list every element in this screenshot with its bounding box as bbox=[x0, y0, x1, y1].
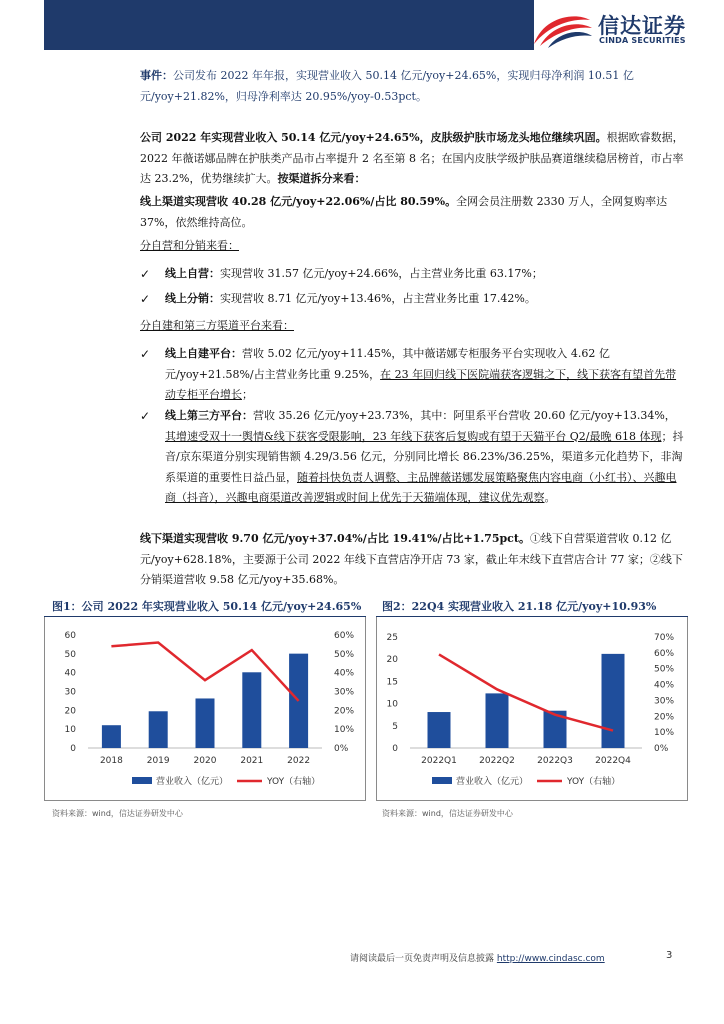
subheading-self-vs-third: 分自建和第三方渠道平台来看： bbox=[140, 319, 294, 332]
bar-2019 bbox=[149, 711, 168, 748]
y2-tick-label: 60% bbox=[654, 648, 675, 659]
x-tick-label: 2019 bbox=[146, 756, 170, 766]
cinda-logo-icon bbox=[530, 10, 594, 50]
third-platform-underline2: 随着抖快负责人调整、主品牌薇诺娜发展策略聚焦内容电商（小红书）、兴趣电商（抖音），兴趣电商渠道改善逻辑或时间上优先于天猫端体现，建议优先观察 bbox=[165, 470, 677, 504]
y-tick-label: 0 bbox=[392, 744, 398, 754]
list-item-self-platform bbox=[140, 344, 684, 406]
x-tick-label: 2022Q2 bbox=[479, 756, 515, 766]
revenue-paragraph bbox=[140, 128, 684, 190]
online-channel-headline: 线上渠道实现营收 40.28 亿元/yoy+22.06%/占比 80.59%。 bbox=[140, 195, 457, 208]
y-tick-label: 5 bbox=[392, 721, 398, 732]
y-tick-label: 25 bbox=[386, 633, 398, 643]
online-self-text: 实现营收 31.57 亿元/yoy+24.66%，占主营业务比重 63.17%； bbox=[220, 267, 543, 280]
yoy-line bbox=[439, 654, 613, 730]
y-tick-label: 20 bbox=[64, 706, 76, 717]
y2-tick-label: 30% bbox=[334, 687, 355, 698]
list-item-online-dist bbox=[140, 289, 684, 310]
online-self-label: 线上自营： bbox=[165, 267, 220, 280]
checkmark-icon: ✓ bbox=[140, 409, 151, 423]
x-tick-label: 2021 bbox=[240, 756, 264, 766]
bar-2022Q4 bbox=[602, 654, 625, 748]
figure1-chart bbox=[44, 617, 366, 801]
figure2-title: 图2：22Q4 实现营业收入 21.18 亿元/yoy+10.93% bbox=[382, 600, 657, 613]
online-dist-label: 线上分销： bbox=[165, 292, 220, 305]
y2-tick-label: 30% bbox=[654, 696, 675, 707]
y2-tick-label: 50% bbox=[334, 649, 355, 660]
y2-tick-label: 10% bbox=[334, 725, 355, 736]
y2-tick-label: 0% bbox=[654, 744, 669, 754]
self-platform-underline: 在 23 年回归线下医院端获客逻辑之下，线下获客有望首先带动专柜平台增长 bbox=[165, 367, 677, 401]
logo-chinese-name: 信达证券 bbox=[598, 14, 686, 38]
y-tick-label: 10 bbox=[64, 725, 76, 736]
y2-tick-label: 60% bbox=[334, 631, 355, 641]
y-tick-label: 30 bbox=[64, 687, 76, 698]
y2-tick-label: 10% bbox=[654, 728, 675, 739]
list-item-third-platform bbox=[140, 406, 684, 509]
bar-2020 bbox=[196, 698, 215, 748]
bar-2022Q1 bbox=[428, 712, 451, 748]
bar-2021 bbox=[242, 672, 261, 748]
online-channel-text: 全网会员注册数 2330 万人，全网复购率达 37%，依然维持高位。 bbox=[140, 195, 668, 229]
y2-tick-label: 50% bbox=[654, 664, 675, 675]
bar-2022Q2 bbox=[486, 693, 509, 748]
footer-link[interactable]: http://www.cindasc.com bbox=[496, 954, 605, 964]
x-tick-label: 2022Q4 bbox=[595, 756, 631, 766]
channel-breakdown-label: 按渠道拆分来看： bbox=[277, 172, 366, 185]
legend-line-label: YOY（右轴） bbox=[567, 777, 621, 787]
y-tick-label: 20 bbox=[386, 655, 398, 666]
figure1-source: 资料来源：wind，信达证券研发中心 bbox=[52, 809, 183, 818]
checkmark-icon: ✓ bbox=[140, 292, 151, 306]
y2-tick-label: 20% bbox=[334, 706, 355, 717]
figure2-source: 资料来源：wind，信达证券研发中心 bbox=[382, 809, 513, 818]
checkmark-icon: ✓ bbox=[140, 267, 151, 281]
y-tick-label: 50 bbox=[64, 649, 76, 660]
yoy-line bbox=[111, 643, 298, 701]
y2-tick-label: 40% bbox=[654, 680, 675, 691]
offline-channel-headline: 线下渠道实现营收 9.70 亿元/yoy+37.04%/占比 19.41%/占比+1.75pct。 bbox=[140, 532, 530, 545]
list-item-online-self bbox=[140, 264, 684, 285]
y-tick-label: 10 bbox=[386, 699, 398, 710]
third-platform-text2: ；抖音/京东渠道分别实现销售额 4.29/3.56 亿元，分别同比增长 86.23%/36.25%，渠道多元化趋势下，非淘系渠道的重要性日益凸显， bbox=[165, 429, 684, 484]
page-number: 3 bbox=[666, 950, 673, 961]
self-platform-text: 营收 5.02 亿元/yoy+11.45%，其中薇诺娜专柜服务平台实现收入 4.62 亿元/yoy+21.58%/占主营业务比重 9.25%， bbox=[165, 347, 610, 381]
third-platform-underline1: 其增速受双十一舆情&线下获客受限影响，23 年线下获客后复购或有望于天猫平台 Q2/最晚 618 体现 bbox=[165, 429, 662, 443]
subheading-self-vs-dist: 分自营和分销来看： bbox=[140, 239, 239, 252]
revenue-headline: 公司 2022 年实现营业收入 50.14 亿元/yoy+24.65%，皮肤级护肤市场龙头地位继续巩固。 bbox=[140, 131, 607, 144]
self-platform-end: ； bbox=[242, 388, 253, 401]
third-platform-text1: 营收 35.26 亿元/yoy+23.73%，其中：阿里系平台营收 20.60 亿元/yoy+13.34%， bbox=[253, 409, 676, 422]
online-dist-text: 实现营收 8.71 亿元/yoy+13.46%，占主营业务比重 17.42%。 bbox=[220, 292, 536, 305]
footer-text: 请阅读最后一页免责声明及信息披露 bbox=[350, 954, 495, 964]
x-tick-label: 2022Q1 bbox=[421, 756, 457, 766]
footer-disclaimer bbox=[350, 951, 605, 964]
event-label: 事件： bbox=[140, 69, 173, 82]
y-tick-label: 0 bbox=[70, 744, 76, 754]
y2-tick-label: 40% bbox=[334, 668, 355, 679]
self-platform-label: 线上自建平台： bbox=[165, 347, 242, 360]
y-tick-label: 15 bbox=[386, 677, 398, 688]
offline-channel-paragraph bbox=[140, 529, 684, 591]
bar-2018 bbox=[102, 725, 121, 748]
y2-tick-label: 20% bbox=[654, 712, 675, 723]
third-platform-label: 线上第三方平台： bbox=[165, 409, 253, 422]
third-platform-end: 。 bbox=[544, 491, 556, 504]
event-text: 公司发布 2022 年年报，实现营业收入 50.14 亿元/yoy+24.65%，实现归母净利润 10.51 亿元/yoy+21.82%，归母净利率达 20.95%/yoy-0.53pct。 bbox=[140, 69, 634, 103]
checkmark-icon: ✓ bbox=[140, 347, 151, 361]
legend-bar-label: 营业收入（亿元） bbox=[456, 777, 529, 787]
legend-bar-swatch bbox=[132, 777, 152, 784]
legend-line-label: YOY（右轴） bbox=[267, 777, 321, 787]
figure2-chart bbox=[376, 617, 688, 801]
legend-bar-label: 营业收入（亿元） bbox=[156, 777, 229, 787]
y2-tick-label: 0% bbox=[334, 744, 349, 754]
y2-tick-label: 70% bbox=[654, 633, 675, 643]
figure1-title: 图1：公司 2022 年实现营业收入 50.14 亿元/yoy+24.65% bbox=[52, 600, 362, 613]
y-tick-label: 40 bbox=[64, 668, 76, 679]
online-channel-paragraph bbox=[140, 192, 684, 233]
y-tick-label: 60 bbox=[64, 631, 76, 641]
event-paragraph bbox=[140, 66, 684, 107]
x-tick-label: 2018 bbox=[99, 756, 123, 766]
offline-channel-text: ①线下自营渠道营收 0.12 亿元/yoy+628.18%，主要源于公司 2022 年线下直营店净开店 73 家，截止年末线下直营店合计 77 家；②线下分销渠道营收 9.58 亿元/yoy+35.68%。 bbox=[140, 532, 683, 586]
logo-english-name: CINDA SECURITIES bbox=[599, 36, 686, 45]
x-tick-label: 2022Q3 bbox=[537, 756, 573, 766]
x-tick-label: 2022 bbox=[287, 756, 311, 766]
legend-bar-swatch bbox=[432, 777, 452, 784]
x-tick-label: 2020 bbox=[193, 756, 217, 766]
company-logo bbox=[530, 10, 710, 50]
revenue-text: 根据欧睿数据，2022 年薇诺娜品牌在护肤类产品市占率提升 2 名至第 8 名；在国内皮肤学级护肤品赛道继续稳居榜首，市占率达 23.2%，优势继续扩大。 bbox=[140, 131, 684, 185]
header-bar bbox=[44, 0, 534, 50]
